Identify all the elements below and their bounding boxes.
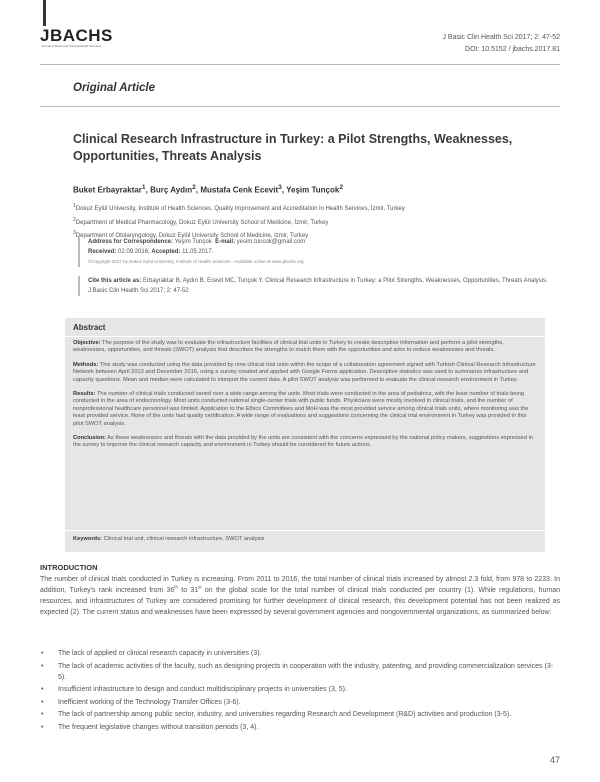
article-title: Clinical Research Infrastructure in Turkey: a Pilot Strengths, Weaknesses, Opportunities, Threats Analysis [73, 132, 513, 163]
author-affiliation-mark: 1 [141, 184, 146, 191]
weakness-list [40, 648, 560, 734]
list-item: • The frequent legislative changes without transition periods (3, 4). [41, 723, 259, 731]
abstract-results: Results: The number of clinical trials conducted varied over a wide range among the units. Most trials were conducted in the area of pediatrics, with the least number of trials being conducted in the area of endocrinology. Most units conducted national single-center trials with public funds. Physicians were mostly involved in clinical trials, and the number of nonprofessional healthcare personnel was limited. Application to the Ethics Committees and MoH was the most provided service among clinical trials units, where monitoring was the least provided service. None of the units had quality certification. A wide range of evaluations and suggestions concerning the clinical trial environment in Turkey was provided in this pilot SWOT analysis. [73, 391, 529, 427]
abstract-methods: Methods: This study was conducted using the data provided by nine clinical trial units within the scope of a collaboration agreement signed with Turkish Clinical Research Infrastructure Network between April 2013 and December 2016, using a survey created and applied with Google Forms application. Descriptive statistics was used to summarize infrastructure and capacity questions. Mean and median were calculated to interpret the current data. A pilot SWOT analysis was performed to evaluate the clinical research environment in Turkey. [73, 361, 536, 383]
list-item: • Inefficient working of the Technology Transfer Offices (3-6). [41, 698, 241, 706]
author-name: Burç Aydın [150, 185, 193, 195]
bullet-icon: • [41, 723, 44, 731]
logo-subtitle: Journal of Basic and Clinical Health Sciences [41, 44, 102, 48]
dates-line: Received: 02.09.2016; Accepted: 11.05.2017. [88, 249, 214, 255]
cite-block [78, 276, 548, 296]
article-type-rule [40, 106, 560, 107]
abstract-rule [65, 336, 545, 337]
bullet-icon: • [41, 662, 44, 670]
author-list: Buket Erbayraktar$^1$, Burç Aydın$^2$, Mustafa Cenk Ecevit$^3$, Yeşim Tunçok$^2$ [73, 184, 344, 195]
author-affiliation-mark: 3 [278, 184, 282, 191]
logo-text: JBACHS [40, 26, 113, 45]
journal-citation-line: J Basic Clin Health Sci 2017; 2: 47-52 [442, 34, 560, 41]
keywords-rule [65, 530, 545, 531]
list-item: • The lack of applied or clinical research capacity in universities (3). [41, 650, 262, 657]
affiliation-line: $^3$Department of Otolaryngology, Dokuz Eylül University School of Medicine, İzmir, Turkey [73, 230, 309, 239]
list-item: • The lack of partnership among public sector, industry, and universities regarding Research and Development (R&D) activities and production (3-5). [41, 711, 512, 718]
page-number: 47 [549, 755, 560, 765]
affiliation-line: $^2$Department of Medical Pharmacology, Dokuz Eylül University School of Medicine, İzmir, Turkey [73, 216, 329, 226]
doi-line: DOI: 10.5152 / jbachs.2017.81 [465, 46, 560, 53]
journal-logo [40, 0, 120, 52]
abstract-conclusion: Conclusion: As these weaknesses and threats with the data provided by the units are consistent with the concerns expressed by the national policy makers, suggestions expressed in the survey to improve the clinical research capacity and environment in Turkey should be considered for future actions. [73, 435, 533, 449]
cite-label: Cite this article as: [88, 278, 142, 284]
journal-info [442, 32, 560, 56]
affiliation-line: $^1$Dokuz Eylül University, Institute of Health Sciences, Quality Improvement and Accreditation in Health Services, İzmir, Turkey [73, 203, 405, 212]
author-name: Mustafa Cenk Ecevit [200, 185, 279, 195]
accepted-date: 11.05.2017. [182, 249, 214, 255]
received-date: 02.09.2016; [118, 249, 150, 255]
correspondence-line: Address for Correspondence: Yeşim Tunçok E-mail: yesim.tuncok@gmail.com [88, 239, 306, 245]
introduction-paragraph: The number of clinical trials conducted in Turkey is increasing. From 2011 to 2016, the total number of clinical trials increased by almost 2.3 fold, from 978 to 2233. In addition, Turkey's rank increased from 36th to 31st on the global scale for the total number of clinical trials conducted per country (1). While regulations, human resources, and infrastructures of Turkey are considered promising for further development of clinical research, this development potential has not been realized as expected (2). The current status and weaknesses have been expressed by several government agencies and nongovernmental organizations, as summarized below: [40, 576, 561, 616]
author-affiliation-mark: 2 [339, 184, 344, 191]
author-name: Buket Erbayraktar [73, 185, 142, 195]
cite-text: Erbayraktar B, Aydın B, Ecevit MC, Tunçok Y. Clinical Research Infrastructure in Turkey: a Pilot Strengths, Weaknesses, Opportunities, Threats Analysis. J Basic Clin Health Sci 2017; 2: 47-52 [88, 278, 548, 294]
abstract-heading: Abstract [73, 323, 106, 332]
article-type: Original Article [73, 82, 156, 94]
logo-bar [43, 0, 46, 26]
abstract-body [73, 340, 537, 457]
abstract-objective: Objective: The purpose of the study was to evaluate the infrastructure facilities of clinical trial units in Turkey to create descriptive information and perform a pilot strengths, weaknesses, opportunities, and threats (SWOT) analysis that describes the strengths to match them with the opportunities and aims to reduce weaknesses and threats. [73, 340, 504, 354]
header-rule [40, 64, 560, 65]
bullet-icon: • [41, 650, 44, 657]
correspondence-name: Yeşim Tunçok [174, 239, 212, 245]
list-item: • Insufficient infrastructure to design and conduct multidisciplinary projects in universities (3, 5). [41, 686, 347, 693]
author-name: Yeşim Tunçok [286, 185, 340, 195]
bullet-icon: • [41, 711, 44, 718]
bullet-icon: • [41, 698, 44, 706]
author-affiliation-mark: 2 [192, 184, 196, 191]
introduction-heading: INTRODUCTION [40, 563, 98, 572]
copyright-notice: ©Copyright 2017 by Dokuz Eylül University, Institute of Health Sciences - Available online at www.jbachs.org [88, 259, 304, 264]
affiliations [73, 201, 543, 242]
abstract-box [65, 318, 545, 552]
correspondence-block [78, 237, 548, 267]
correspondence-email[interactable]: yesim.tuncok@gmail.com [236, 239, 306, 245]
keywords: Keywords: Clinical trial unit, clinical research infrastructure, SWOT analysis [73, 536, 265, 542]
bullet-icon: • [41, 686, 44, 693]
list-item: • The lack of academic activities of the faculty, such as designing projects in cooperation with the industry, patenting, and providing commercialization services (3-5). [41, 662, 554, 681]
